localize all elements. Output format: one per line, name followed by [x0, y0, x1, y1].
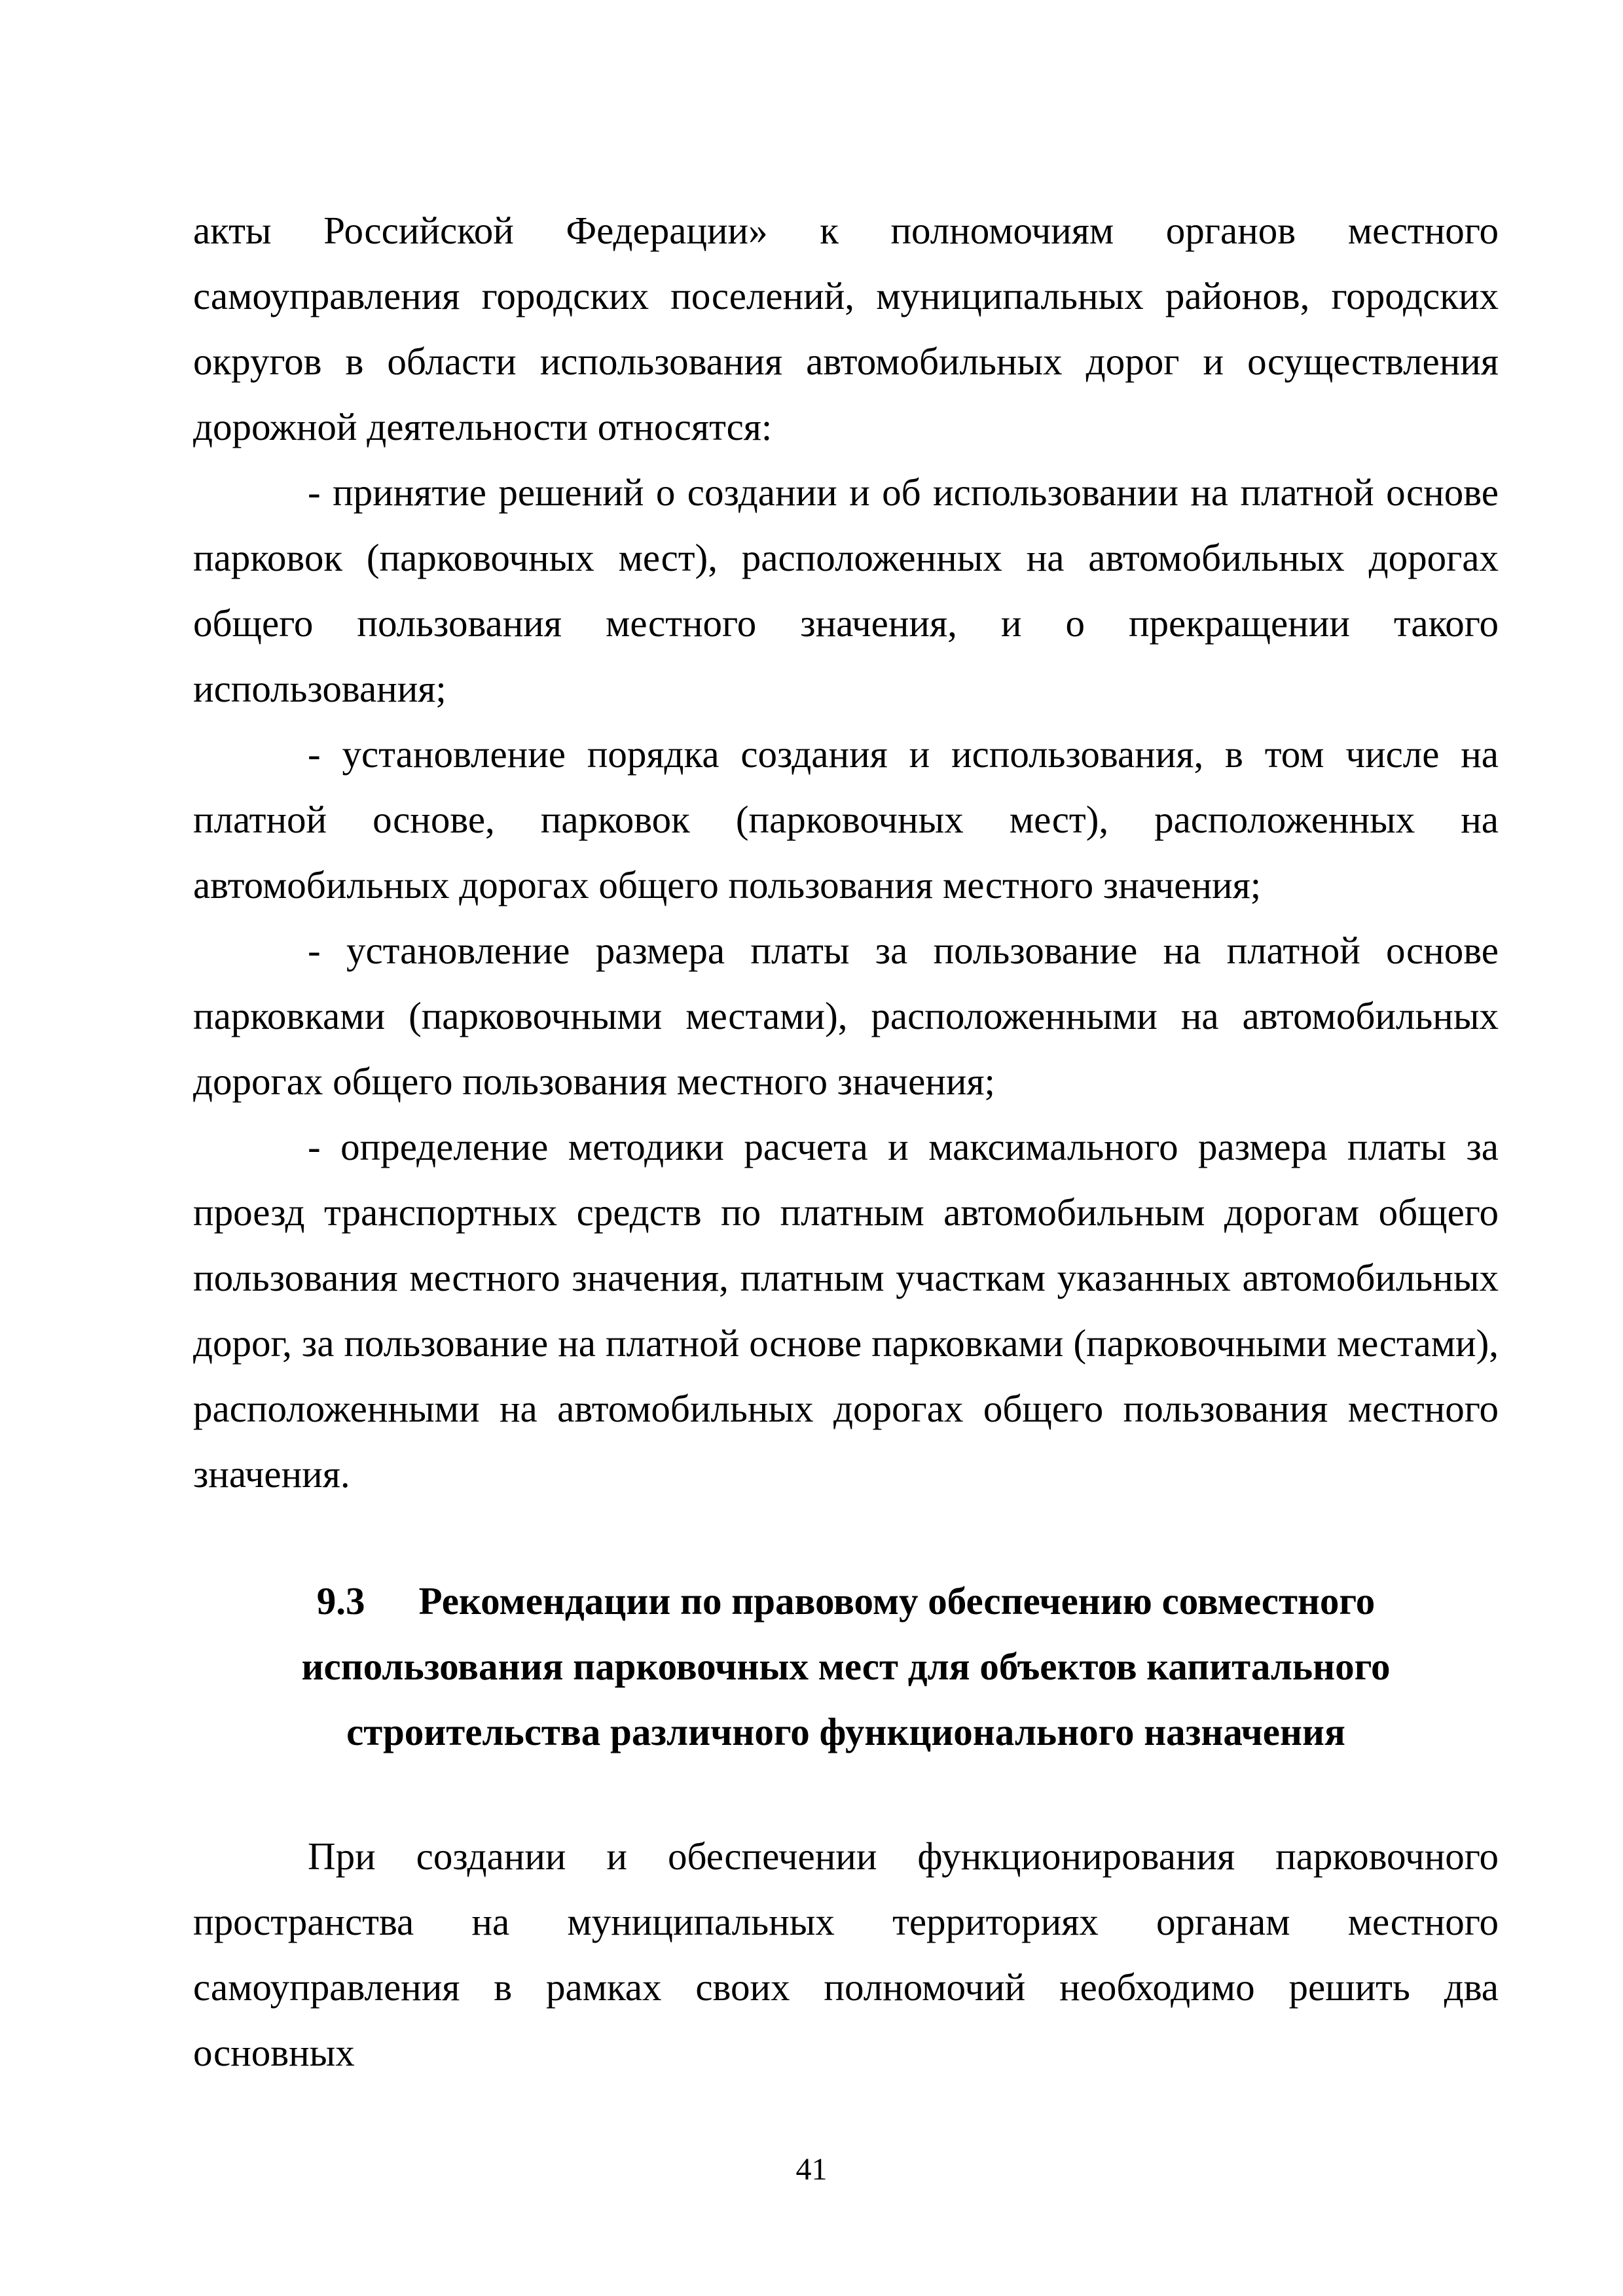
body-text-bottom — [193, 1823, 1499, 2085]
paragraph-intro: акты Российской Федерации» к полномочиям органов местного самоуправления городских поселений, муниципальных районов, городских округов в области использования автомобильных дорог и осуществления дорожной деятельности относятся: — [193, 209, 1499, 448]
list-item-paid-parking-decisions: - принятие решений о создании и об использовании на платной основе парковок (парковочных мест), расположенных на автомобильных дорогах общего пользования местного значения, и о прекращении такого использования; — [193, 471, 1499, 710]
page-number: 41 — [795, 2152, 828, 2187]
paragraph-parking-space: При создании и обеспечении функционирования парковочного пространства на муниципальных территориях органам местного самоуправления в рамках своих полномочий необходимо решить два основных — [193, 1835, 1499, 2074]
section-title: Рекомендации по правовому обеспечению совместного использования парковочных мест для объектов капитального строительства различного функционального назначения — [301, 1579, 1391, 1753]
list-item-parking-creation-procedure: - установление порядка создания и использования, в том числе на платной основе, парковок (парковочных мест), расположенных на автомобильных дорогах общего пользования местного значения; — [193, 732, 1499, 906]
body-text-top — [193, 198, 1499, 1507]
list-item-fee-calculation-method: - определение методики расчета и максимального размера платы за проезд транспортных средств по платным автомобильным дорогам общего пользования местного значения, платным участкам указанных автомобильных дорог, за пользование на платной основе парковками (парковочными местами), расположенными на автомобильных дорогах общего пользования местного значения. — [193, 1125, 1499, 1496]
section-heading — [193, 1568, 1499, 1765]
section-number: 9.3 — [316, 1579, 365, 1623]
list-item-parking-fee-amount: - установление размера платы за пользование на платной основе парковками (парковочными местами), расположенными на автомобильных дорогах общего пользования местного значения; — [193, 929, 1499, 1103]
